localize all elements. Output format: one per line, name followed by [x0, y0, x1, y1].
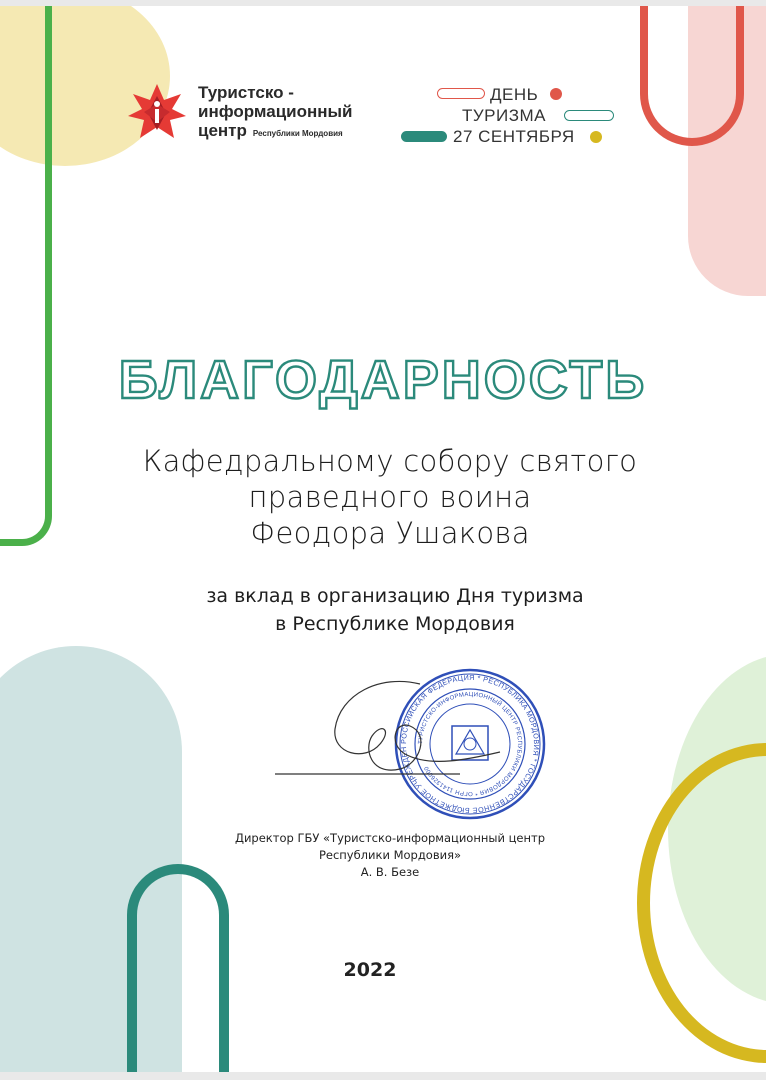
badge-pill-teal	[401, 131, 447, 142]
badge-dot-yellow	[590, 131, 602, 143]
decor-yellow-ring	[637, 743, 766, 1063]
seal-and-signature	[270, 664, 570, 824]
decor-teal-arch	[127, 864, 229, 1072]
logo-line-2: информационный	[198, 102, 353, 121]
decor-green-line	[0, 6, 52, 546]
director-name: А. В. Безе	[360, 865, 420, 879]
director-line-1: Директор ГБУ «Туристско-информационный центр	[234, 831, 546, 845]
reason-line-2: в Республике Мордовия	[275, 613, 515, 635]
svg-text:ТУРИСТСКО-ИНФОРМАЦИОННЫЙ ЦЕНТР: ТУРИСТСКО-ИНФОРМАЦИОННЫЙ ЦЕНТР РЕСПУБЛИКИ МОРДОВИЯ * ОГРН 1141326000	[417, 691, 523, 797]
logo-line-3: центр Республики Мордовия	[198, 121, 343, 140]
badge-pill-teal-outline	[564, 110, 614, 121]
badge-word-tourism: ТУРИЗМА	[462, 106, 547, 125]
decor-red-arc	[640, 6, 744, 146]
title-text: БЛАГОДАРНОСТЬ	[118, 350, 648, 410]
badge-pill-red	[437, 88, 485, 99]
star-info-icon	[126, 82, 188, 144]
logo-line-1: Туристско -	[198, 83, 294, 102]
reason-line-1: за вклад в организацию Дня туризма	[206, 585, 584, 607]
logo-subtitle: Республики Мордовия	[252, 129, 343, 138]
certificate-page	[0, 6, 766, 1072]
tourism-day-badge	[400, 84, 620, 150]
recipient-line-2: праведного воина	[248, 480, 532, 514]
year: 2022	[343, 959, 397, 981]
director-line-2: Республики Мордовия»	[318, 848, 462, 862]
page-title	[0, 342, 766, 417]
logo-text	[198, 83, 353, 143]
recipient-name	[100, 443, 680, 551]
badge-word-date: 27 СЕНТЯБРЯ	[453, 127, 575, 146]
gratitude-reason	[150, 582, 640, 638]
svg-text:РОССИЙСКАЯ ФЕДЕРАЦИЯ * РЕСПУБЛ: РОССИЙСКАЯ ФЕДЕРАЦИЯ * РЕСПУБЛИКА МОРДОВИЯ * ГОСУДАРСТВЕННОЕ БЮДЖЕТНОЕ УЧРЕЖДЕН	[398, 672, 542, 816]
organization-logo	[126, 82, 353, 144]
recipient-line-1: Кафедральному собору святого	[142, 444, 638, 478]
badge-word-day: ДЕНЬ	[490, 85, 539, 104]
recipient-line-3: Феодора Ушакова	[250, 516, 530, 550]
badge-dot-red	[550, 88, 562, 100]
official-seal	[270, 664, 544, 818]
director-block	[190, 830, 590, 881]
